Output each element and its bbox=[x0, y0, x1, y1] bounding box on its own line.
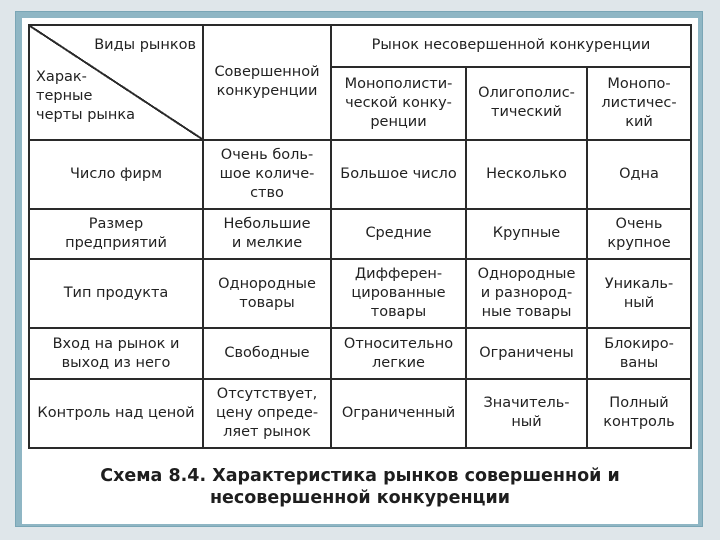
row-label: Вход на рынок и выход из него bbox=[29, 328, 203, 379]
row-label: Размер предприятий bbox=[29, 209, 203, 260]
cell-monopoly: Одна bbox=[587, 140, 691, 209]
cell-oligopolistic: Значитель- ный bbox=[466, 379, 587, 448]
cell-monopolistic: Большое число bbox=[331, 140, 466, 209]
cell-perfect: Отсутствует, цену опреде- ляет рынок bbox=[203, 379, 331, 448]
cell-monopolistic: Относительно легкие bbox=[331, 328, 466, 379]
header-monopoly: Монопо- листичес- кий bbox=[587, 67, 691, 140]
table-row bbox=[29, 259, 691, 328]
cell-oligopolistic: Несколько bbox=[466, 140, 587, 209]
cell-monopolistic: Ограниченный bbox=[331, 379, 466, 448]
cell-perfect: Свободные bbox=[203, 328, 331, 379]
document-page bbox=[22, 18, 698, 524]
header-oligopolistic: Олигополис- тический bbox=[466, 67, 587, 140]
table-row bbox=[29, 328, 691, 379]
cell-monopolistic: Средние bbox=[331, 209, 466, 260]
table-row bbox=[29, 209, 691, 260]
table-row bbox=[29, 379, 691, 448]
diagonal-header-cell bbox=[29, 25, 203, 140]
cell-monopolistic: Дифферен- цированные товары bbox=[331, 259, 466, 328]
cell-oligopolistic: Однородные и разнород- ные товары bbox=[466, 259, 587, 328]
cell-perfect: Очень боль- шое количе- ство bbox=[203, 140, 331, 209]
figure-caption: Схема 8.4. Характеристика рынков совершенной и несовершенной конкуренции bbox=[100, 466, 620, 508]
cell-perfect: Однородные товары bbox=[203, 259, 331, 328]
row-label: Контроль над ценой bbox=[29, 379, 203, 448]
cell-monopoly: Очень крупное bbox=[587, 209, 691, 260]
market-types-label: Виды рынков bbox=[94, 37, 196, 53]
row-label: Число фирм bbox=[29, 140, 203, 209]
cell-perfect: Небольшие и мелкие bbox=[203, 209, 331, 260]
cell-monopoly: Уникаль- ный bbox=[587, 259, 691, 328]
cell-oligopolistic: Крупные bbox=[466, 209, 587, 260]
cell-monopoly: Полный контроль bbox=[587, 379, 691, 448]
markets-table bbox=[28, 24, 692, 449]
cell-monopoly: Блокиро- ваны bbox=[587, 328, 691, 379]
header-imperfect-competition: Рынок несовершенной конкуренции bbox=[331, 25, 691, 67]
cell-oligopolistic: Ограничены bbox=[466, 328, 587, 379]
table-row bbox=[29, 140, 691, 209]
header-perfect-competition: Совершенной конкуренции bbox=[203, 25, 331, 140]
row-label: Тип продукта bbox=[29, 259, 203, 328]
header-monopolistic: Монополисти- ческой конку- ренции bbox=[331, 67, 466, 140]
market-features-label: Харак- терные черты рынка bbox=[36, 68, 135, 123]
